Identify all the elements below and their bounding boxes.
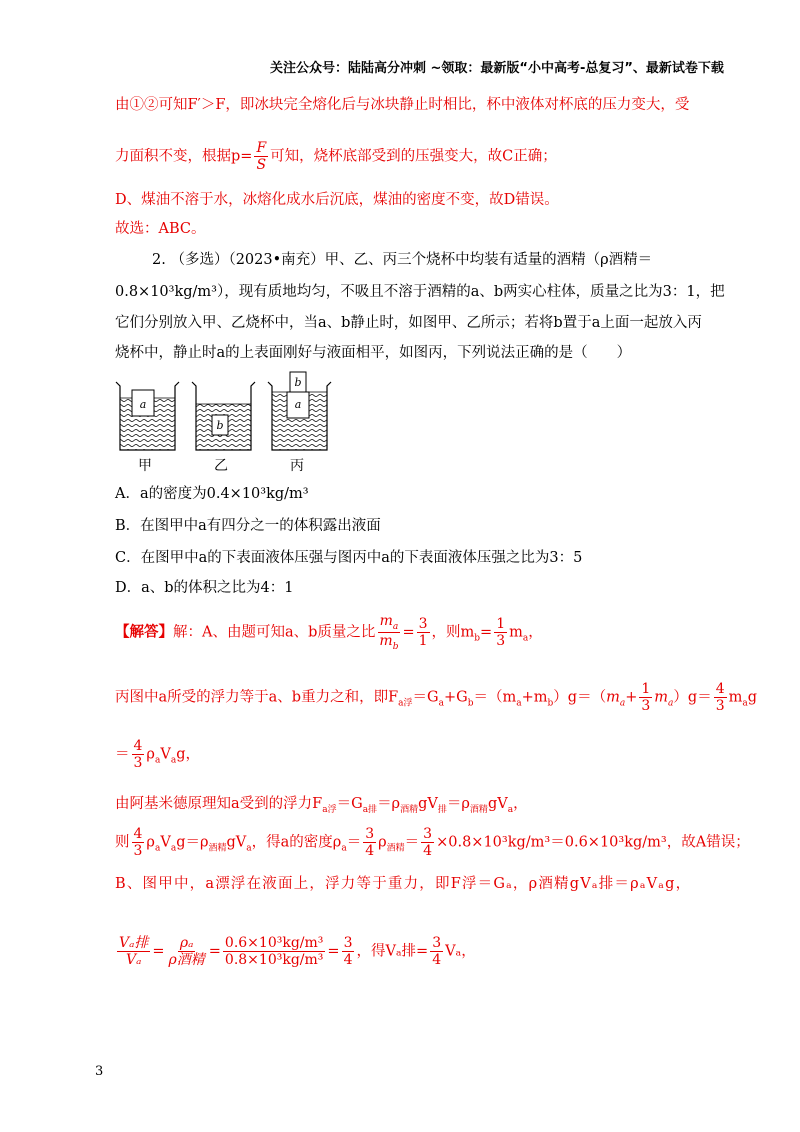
answer-line-3: ＝ $\frac{4}{3}$ $\rho_aV_ag$， <box>115 738 200 772</box>
fraction: $\frac{1}{3}$ <box>496 616 506 650</box>
option-a: A．a的密度为0.4×10³kg/m³ <box>115 486 309 502</box>
question-line-1: 2. （多选）（2023•南充）甲、乙、丙三个烧杯中均装有适量的酒精（ρ酒精＝ <box>152 252 653 268</box>
fraction: $\frac{3}{4}$ <box>423 826 433 860</box>
answer-line-2: 丙图中a所受的浮力等于a、b重力之和，即$F_{a浮}=G_a+G_b=(m_a+m_b)g=(m_a+$ $\frac{1}{3}$ $m_a)g=$ $\frac{4}{3}$ $m_ag$ <box>115 681 758 715</box>
answer-line-4: 由阿基米德原理知a受到的浮力$F_{a浮}=G_{a排}=\rho_{酒精}gV_排=\rho_{酒精}gV_a$， <box>115 796 528 815</box>
answer-line-7: $\frac{\text{Vₐ排}}{\text{Vₐ}}$ = $\frac{\text{ρₐ}}{\text{ρ酒精}}$ = $\frac{\text{0.6×10³kg/m³}}{\text{0.8×10³kg/m³}}$ = $\frac{3}{4}$ ，得Vₐ排= $\frac{3}{4}$ Vₐ， <box>119 935 476 969</box>
question-line-3: 它们分别放入甲、乙烧杯中，当a、b静止时，如图甲、乙所示；若将b置于a上面一起放入丙 <box>115 315 702 331</box>
beaker-figure <box>110 368 340 468</box>
denominator: S <box>256 157 267 174</box>
label-b: b <box>294 376 302 389</box>
label-a: a <box>294 398 302 411</box>
answer-line-1: 【解答】解：A、由题可知a、b质量之比 $\frac{m_a}{m_b}$ = $\frac{3}{1}$ ，则$m_b=$ $\frac{1}{3}$ $m_a$， <box>115 613 543 652</box>
answer-line-6: B、图甲中，a漂浮在液面上，浮力等于重力，即F浮＝Gₐ，ρ酒精gVₐ排＝ρₐVₐg， <box>115 876 692 892</box>
page-number: 3 <box>95 1064 104 1079</box>
label-b: b <box>216 419 224 432</box>
fraction: $\frac{3}{4}$ <box>343 935 353 969</box>
fraction: $\frac{3}{4}$ <box>365 826 375 860</box>
fraction: $\frac{4}{3}$ <box>133 826 143 860</box>
label-bing: 丙 <box>290 458 304 474</box>
page-header: 关注公众号：陆陆高分冲刺 ~领取：最新版“小中高考-总复习”、最新试卷下载 <box>270 61 724 76</box>
fraction: $\frac{1}{3}$ <box>641 681 651 715</box>
option-d: D．a、b的体积之比为4：1 <box>115 580 294 596</box>
prev-solution-line-4: 故选：ABC。 <box>115 221 206 237</box>
fraction: $\frac{4}{3}$ <box>715 681 725 715</box>
fraction: $\frac{\text{Vₐ排}}{\text{Vₐ}}$ <box>119 935 149 969</box>
label-yi: 乙 <box>214 458 228 474</box>
numerator: F <box>256 140 267 156</box>
text: 力面积不变，根据p= <box>115 148 253 165</box>
answer-line-5: 则 $\frac{4}{3}$ $\rho_aV_ag=\rho_{酒精}gV_a$，得a的密度$\rho_a=$ $\frac{3}{4}$ $\rho_{酒精}=$ $\frac{3}{4}$ ×0.8×10³kg/m³＝0.6×10³kg/m³，故A错误； <box>115 826 750 860</box>
fraction <box>377 613 400 652</box>
answer-tag: 【解答】 <box>115 623 173 641</box>
beaker-jia <box>116 382 179 450</box>
prev-solution-line-3: D、煤油不溶于水，冰熔化成水后沉底，煤油的密度不变，故D错误。 <box>115 192 559 208</box>
text: 可知，烧杯底部受到的压强变大，故C正确； <box>270 148 557 165</box>
fraction: $\frac{\text{0.6×10³kg/m³}}{\text{0.8×10³kg/m³}}$ <box>224 935 324 969</box>
prev-solution-line-2 <box>115 140 557 173</box>
numerator: $m_a$ <box>379 613 399 632</box>
question-line-2: 0.8×10³kg/m³），现有质地均匀，不吸且不溶于酒精的a、b两实心柱体，质量之比为3：1，把 <box>115 284 725 300</box>
label-jia: 甲 <box>138 458 152 474</box>
text: 解：A、由题可知a、b质量之比 <box>173 624 376 641</box>
question-line-4: 烧杯中，静止时a的上表面刚好与液面相平，如图丙，下列说法正确的是（ ） <box>115 345 632 361</box>
fraction: $\frac{3}{1}$ <box>418 616 428 650</box>
label-a: a <box>139 398 147 411</box>
denominator: $m_b$ <box>379 633 399 652</box>
beaker-yi <box>192 382 255 450</box>
fraction: $\frac{\text{ρₐ}}{\text{ρ酒精}}$ <box>168 935 205 969</box>
option-c: C．在图甲中a的下表面液体压强与图丙中a的下表面液体压强之比为3：5 <box>115 550 583 566</box>
beaker-bing <box>268 372 331 450</box>
fraction: $\frac{4}{3}$ <box>133 738 143 772</box>
fraction: $\frac{3}{4}$ <box>432 935 442 969</box>
prev-solution-line-1: 由①②可知F′＞F，即冰块完全熔化后与冰块静止时相比，杯中液体对杯底的压力变大，受 <box>115 97 690 113</box>
fraction <box>254 140 268 173</box>
option-b: B．在图甲中a有四分之一的体积露出液面 <box>115 518 381 534</box>
